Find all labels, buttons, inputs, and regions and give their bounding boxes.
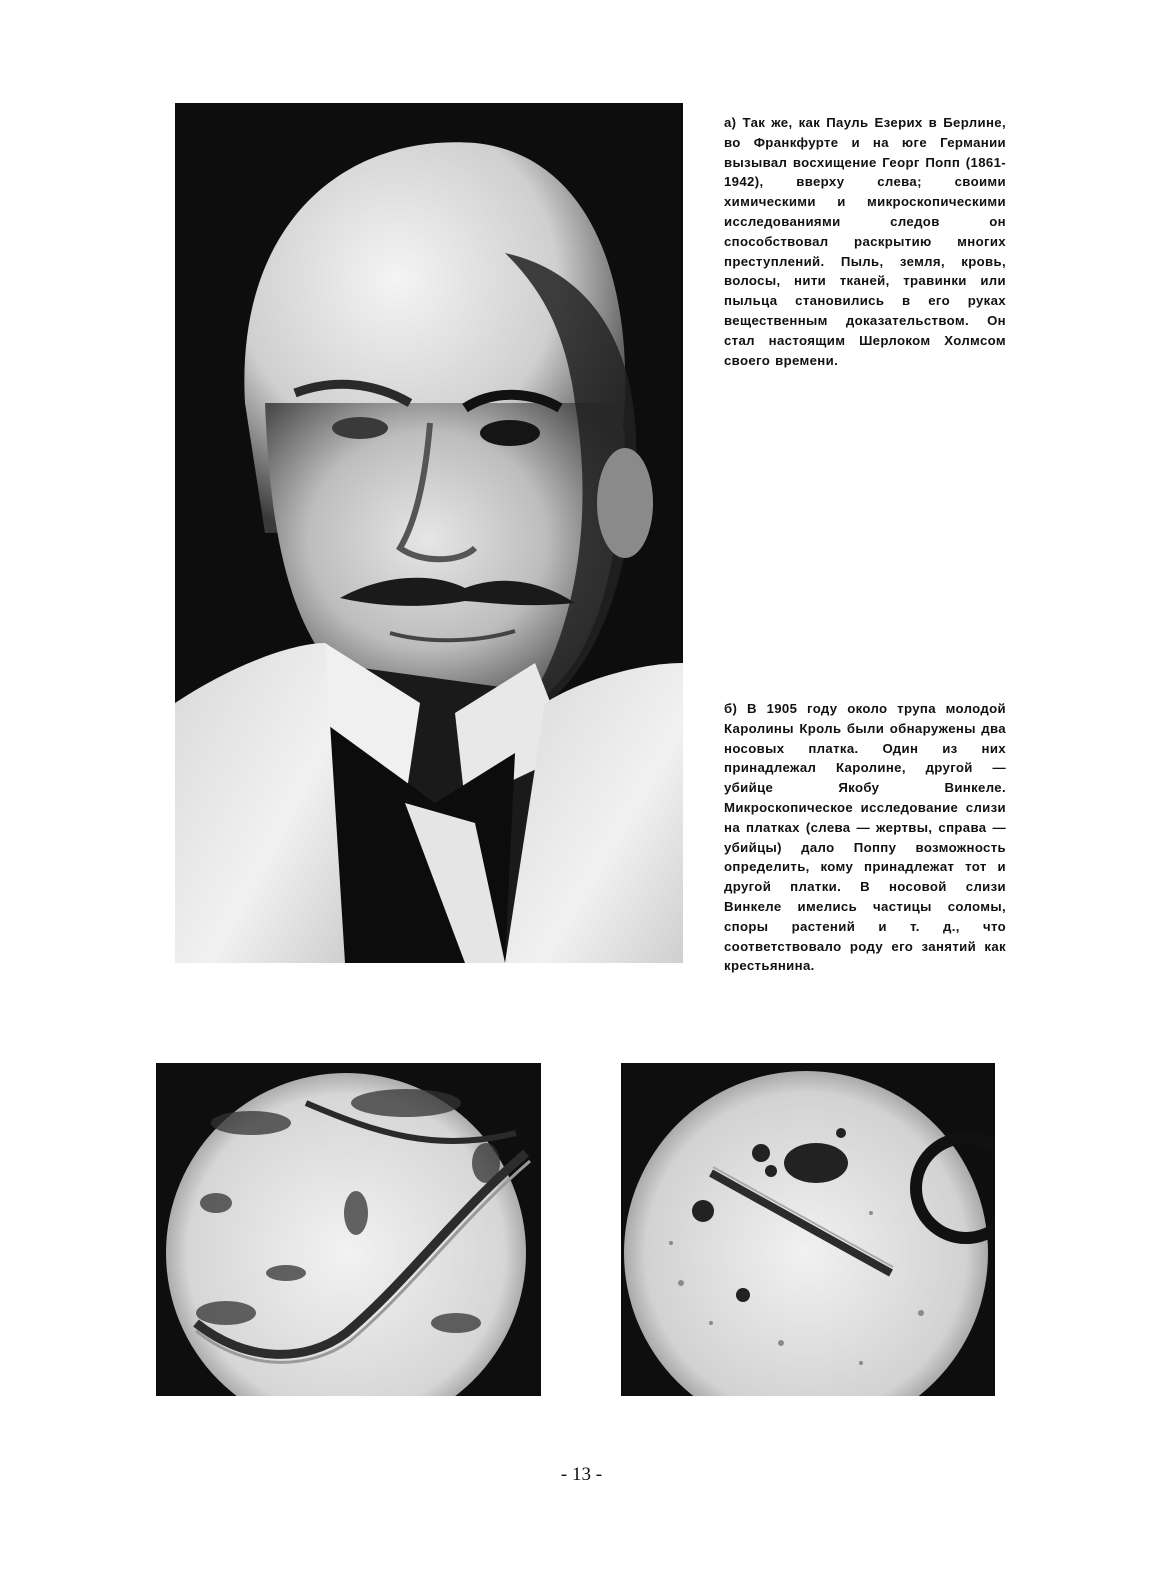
page-number: - 13 - [560,1464,603,1485]
caption-a: а) Так же, как Пауль Езерих в Берлине, во Франкфурте и на юге Германии вызывал восхищение Георг Попп (1861-1942), вверху слева; своими химическими и микроскопическими исследованиями следов он способствовал раскрытию многих преступлений. Пыль, земля, кровь, волосы, нити тканей, травинки или пыльца становились в его руках вещественным доказательством. Он стал настоящим Шерлоком Холмсом своего времени. [724,115,1006,368]
micrograph-right-image [621,1063,995,1396]
micrograph-right [621,1063,995,1396]
portrait-image [175,103,683,963]
portrait-photo [175,103,683,963]
micrograph-left-image [156,1063,541,1396]
micrograph-left [156,1063,541,1396]
caption-b: б) В 1905 году около трупа молодой Каролины Кроль были обнаружены два носовых платка. Один из них принадлежал Каролине, другой — убийце Якобу Винкеле. Микроскопическое исследование слизи на платках (слева — жертвы, справа — убийцы) дало Поппу возможность определить, кому принадлежат тот и другой платки. В носовой слизи Винкеле имелись частицы соломы, споры растений и т. д., что соответствовало роду его занятий как крестьянина. [724,701,1006,974]
